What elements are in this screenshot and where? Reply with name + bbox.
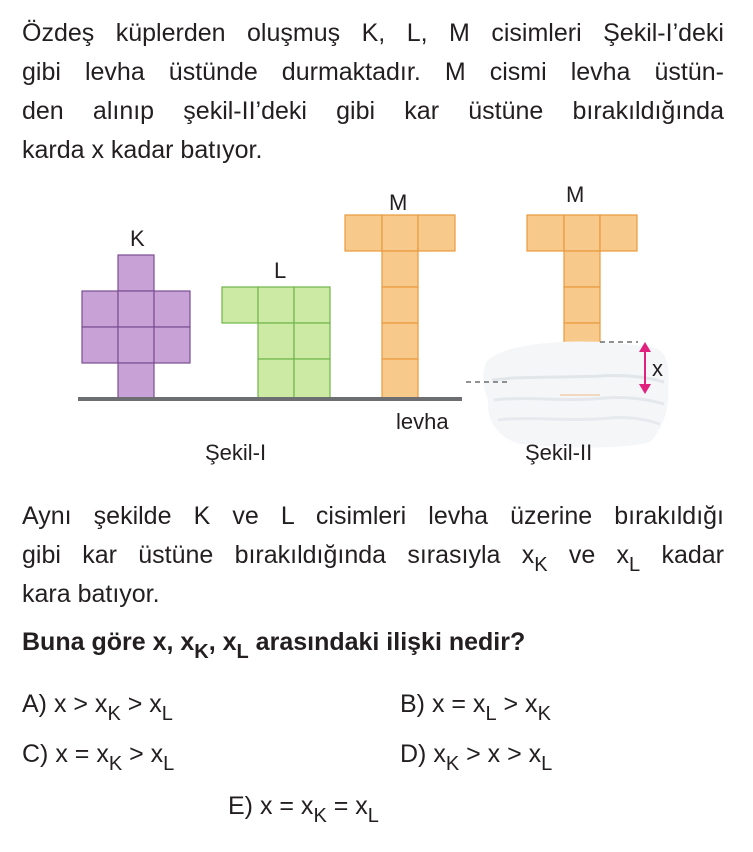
option-a-sub1: K: [107, 703, 121, 725]
label-sekil-1: Şekil-I: [205, 440, 267, 465]
para2-line-2: [22, 536, 724, 575]
label-x: x: [652, 356, 663, 381]
option-a-part1: A) x > x: [22, 690, 108, 718]
option-b[interactable]: [400, 690, 551, 725]
snow-pile: [483, 341, 668, 447]
l-cube: [294, 323, 330, 359]
intro-line-1: Özdeş küplerden oluşmuş K, L, M cisimleri Şekil-I’deki: [22, 19, 724, 47]
option-a-sub2: L: [161, 703, 173, 725]
option-e-part1: E) x = x: [228, 792, 314, 820]
l-cube: [294, 359, 330, 398]
option-d-part1: D) x: [400, 740, 446, 768]
k-cube: [154, 291, 190, 327]
intro-paragraph: [22, 14, 724, 170]
object-l: [222, 287, 330, 398]
k-cube: [118, 327, 154, 363]
option-e-part2: = x: [326, 792, 368, 820]
para2-sub-k: K: [534, 554, 548, 576]
label-sekil-2: Şekil-II: [525, 440, 593, 465]
l-cube: [294, 287, 330, 323]
k-cube: [82, 327, 118, 363]
option-c-sub1: K: [108, 753, 123, 775]
m-cube: [382, 215, 418, 251]
option-b-sub1: L: [485, 703, 497, 725]
option-e-sub1: K: [313, 805, 327, 827]
m-cube: [382, 287, 418, 323]
option-d-sub2: L: [541, 753, 553, 775]
intro-line-4: karda x kadar batıyor.: [22, 136, 263, 164]
second-paragraph: [22, 497, 724, 614]
m-cube: [564, 287, 600, 323]
label-m-1: M: [389, 190, 408, 215]
option-d-part2: > x > x: [459, 740, 542, 768]
label-m-2: M: [566, 182, 585, 207]
question-part-c: arasındaki ilişki nedir?: [248, 628, 526, 656]
option-d[interactable]: [400, 740, 553, 775]
option-b-sub2: K: [537, 703, 551, 725]
para2-sub-l: L: [629, 554, 641, 576]
question-sub-k: K: [194, 641, 209, 663]
k-cube: [118, 291, 154, 327]
question-sub-l: L: [236, 641, 249, 663]
k-cube: [118, 363, 154, 398]
l-cube: [258, 359, 294, 398]
m-cube: [564, 251, 600, 287]
m-cube: [600, 215, 637, 251]
m-cube: [382, 251, 418, 287]
l-cube: [258, 287, 294, 323]
k-cube: [82, 291, 118, 327]
question-text: [22, 628, 526, 663]
option-b-part1: B) x = x: [400, 690, 486, 718]
para2-line-1: Aynı şekilde K ve L cisimleri levha üzerine bırakıldığı: [22, 502, 724, 530]
option-d-sub1: K: [445, 753, 460, 775]
option-c-part2: > x: [122, 740, 164, 768]
option-a-part2: > x: [120, 690, 162, 718]
m-cube: [345, 215, 382, 251]
option-e-sub2: L: [367, 805, 379, 827]
intro-line-3: den alınıp şekil-II’deki gibi kar üstüne bırakıldığında: [22, 97, 724, 125]
l-cube: [258, 323, 294, 359]
k-cube: [118, 255, 154, 291]
label-levha: levha: [396, 409, 449, 434]
intro-line-2: gibi levha üstünde durmaktadır. M cismi levha üstün-: [22, 58, 724, 86]
label-l: L: [274, 258, 287, 283]
para2-line2-b: ve x: [547, 541, 630, 569]
m-cube: [382, 323, 418, 359]
para2-line-3: kara batıyor.: [22, 580, 160, 608]
k-cube: [154, 327, 190, 363]
option-c[interactable]: [22, 740, 175, 775]
l-cube: [222, 287, 258, 323]
option-c-part1: C) x = x: [22, 740, 109, 768]
object-k: [82, 255, 190, 398]
m-cube: [382, 359, 418, 398]
option-b-part2: > x: [496, 690, 538, 718]
para2-line2-c: kadar: [640, 541, 724, 569]
m-cube: [564, 215, 600, 251]
object-m-sekil-1: [345, 215, 455, 398]
para2-line2-a: gibi kar üstüne bırakıldığında sırasıyla x: [22, 541, 535, 569]
option-e[interactable]: [228, 792, 379, 827]
label-k: K: [130, 226, 145, 251]
m-cube: [418, 215, 455, 251]
option-c-sub2: L: [163, 753, 175, 775]
m-cube: [527, 215, 564, 251]
option-a[interactable]: [22, 690, 173, 725]
question-part-b: , x: [208, 628, 237, 656]
question-part-a: Buna göre x, x: [22, 628, 195, 656]
cube-diagram: [0, 180, 753, 480]
